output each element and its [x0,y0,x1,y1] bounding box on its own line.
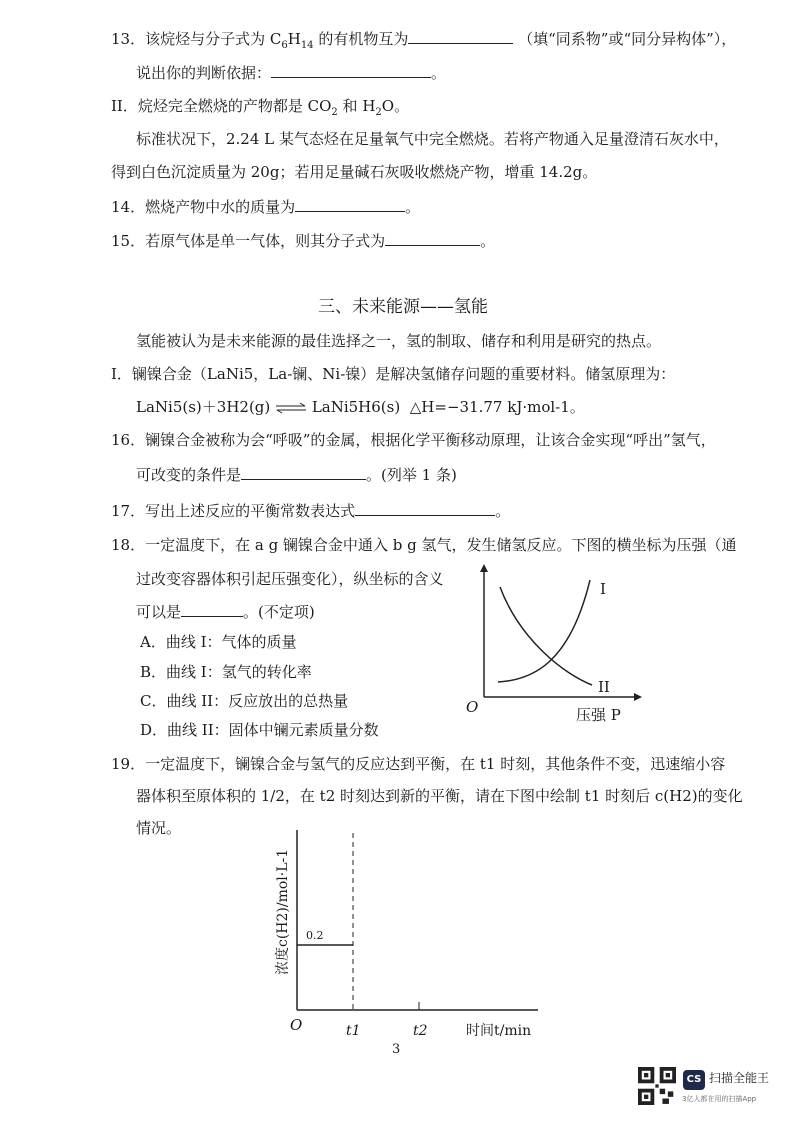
q18-graph [462,560,642,725]
q19-xlabel: 时间t/min [466,1023,532,1039]
curve-1-label: I [600,580,606,598]
q19-ylabel: 浓度c(H2)/mol·L-1 [275,848,291,975]
q13-line2: 说出你的判断依据： 。 [136,64,447,82]
q18-option-a[interactable]: A．曲线 I：气体的质量 [140,633,297,651]
curve-2 [500,587,592,685]
q18-option-c[interactable]: C．曲线 II：反应放出的总热量 [140,692,349,710]
q14: 14．燃烧产物中水的质量为 。 [111,198,421,216]
q16-line1: 16．镧镍合金被称为会“呼吸”的金属，根据化学平衡移动原理，让该合金实现“呼出”氢气， [111,431,716,449]
page-number: 3 [392,1042,401,1057]
q19-graph[interactable] [268,825,558,1040]
part2-heading: II．烷烃完全燃烧的产物都是 $CO_2$ 和 $H_2O$。 [111,97,410,118]
q15: 15．若原气体是单一气体，则其分子式为 。 [111,232,496,250]
q16-blank[interactable] [241,464,366,480]
scanner-watermark [632,1063,782,1111]
t2-label: t2 [413,1023,428,1039]
q17: 17．写出上述反应的平衡常数表达式 。 [111,502,511,520]
part2-para2: 得到白色沉淀质量为 20g；若用足量碱石灰吸收燃烧产物，增重 14.2g。 [111,163,598,181]
t1-label: t1 [346,1023,361,1039]
q14-blank[interactable] [295,196,405,212]
q18-line1: 18．一定温度下，在 a g 镧镍合金中通入 b g 氢气，发生储氢反应。下图的横坐标为压强（通 [111,536,737,554]
q18-line3: 可以是 。(不定项) [136,603,315,621]
qr-code-icon [638,1067,676,1105]
q15-blank[interactable] [385,230,480,246]
part1-text: I．镧镍合金（LaNi5，La-镧、Ni-镍）是解决氢储存问题的重要材料。储氢原理为： [111,365,676,383]
level-mark: 0.2 [306,929,324,942]
watermark-subtitle: 3亿人都在用的扫描App [682,1095,757,1103]
curve-1 [498,580,590,682]
q18-blank[interactable] [181,601,243,617]
section3-title: 三、未来能源——氢能 [318,297,488,317]
q19-line2: 器体积至原体积的 1/2，在 t2 时刻达到新的平衡，请在下图中绘制 t1 时刻后 c(H2)的变化 [136,787,743,805]
q18-option-d[interactable]: D．曲线 II：固体中镧元素质量分数 [140,721,379,739]
camscanner-logo: CS [683,1070,705,1090]
q18-line2: 过改变容器体积引起压强变化），纵坐标的含义 [136,570,444,588]
q13-line1: 13．该烷烃与分子式为 $C_6H_{14}$ 的有机物互为 （填“同系物”或“同分异构体”）， [111,30,737,51]
q19-origin: O [290,1016,303,1034]
watermark-title: 扫描全能王 [709,1071,770,1085]
q18-origin: O [466,698,479,716]
q19-line3: 情况。 [136,819,182,837]
curve-2-label: II [598,678,610,696]
equilibrium-arrow-icon [275,402,307,414]
equation: LaNi5(s)＋3H2(g) LaNi5H6(s) △H=−31.77 kJ·mol-1。 [136,398,585,416]
q19-line1: 19．一定温度下，镧镍合金与氢气的反应达到平衡，在 t1 时刻，其他条件不变，迅速缩小容 [111,755,726,773]
part2-para1: 标准状况下，2.24 L 某气态烃在足量氧气中完全燃烧。若将产物通入足量澄清石灰水中， [136,130,729,148]
q18-option-b[interactable]: B．曲线 I：氢气的转化率 [140,663,312,681]
q13-blank1[interactable] [408,28,513,44]
q18-xlabel: 压强 P [576,706,621,724]
q13-blank2[interactable] [271,62,431,78]
q17-blank[interactable] [355,500,495,516]
q16-line2: 可改变的条件是 。(列举 1 条) [136,466,457,484]
section3-intro: 氢能被认为是未来能源的最佳选择之一，氢的制取、储存和利用是研究的热点。 [136,332,662,350]
